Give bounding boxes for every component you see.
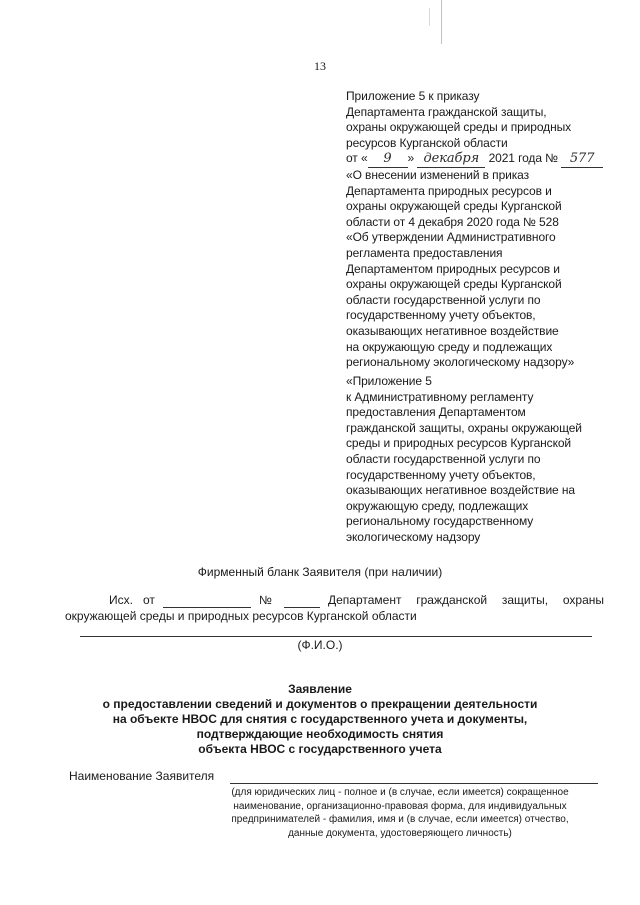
date-month-handwritten: декабря	[417, 151, 485, 168]
annex-line: региональному государственному	[346, 514, 534, 529]
annex-line: экологическому надзору	[346, 529, 481, 544]
applicant-name-label: Наименование Заявителя	[69, 769, 215, 783]
annex-line: среды и природных ресурсов Курганской	[346, 436, 572, 451]
applicant-caption-line: наименование, организационно-правовая форма, для индивидуальных	[233, 800, 567, 812]
annex-line: окружающую среду, подлежащих	[346, 498, 529, 513]
outgoing-number-field[interactable]	[284, 607, 320, 608]
annex-line: «Приложение 5	[346, 374, 432, 388]
application-title-line: объекта НВОС с государственного учета	[198, 742, 442, 756]
application-title-line: на объекте НВОС для снятия с государственного учета и документы,	[112, 712, 528, 726]
appendix-body-line: «Об утверждении Административного	[346, 230, 556, 245]
date-day-handwritten: 9	[368, 151, 408, 168]
application-title-line: подтверждающие необходимость снятия	[196, 727, 444, 741]
appendix-body-line: охраны окружающей среды Курганской	[346, 199, 562, 214]
applicant-caption-line: данные документа, удостоверяющего личность)	[288, 827, 512, 839]
annex-block	[346, 374, 582, 546]
page-number: 13	[314, 59, 326, 73]
recipient-name-field[interactable]	[80, 636, 592, 637]
recipient-line: окружающей среды и природных ресурсов Курганской области	[65, 609, 417, 623]
annex-line: государственному учету объектов,	[346, 467, 536, 482]
outgoing-number-label: №	[259, 593, 272, 607]
application-title-line: Заявление	[288, 682, 352, 696]
date-prefix: от «	[346, 151, 368, 166]
appendix-body-line: области от 4 декабря 2020 года № 528	[346, 214, 559, 229]
application-title-line: о предоставлении сведений и документов о прекращении деятельности	[102, 697, 538, 711]
annex-line: предоставления Департаментом	[346, 405, 526, 420]
appendix-body-line: регламента предоставления	[346, 245, 503, 260]
outgoing-date-field[interactable]	[163, 607, 251, 608]
fio-caption: (Ф.И.О.)	[297, 638, 343, 652]
application-title	[0, 682, 640, 757]
appendix-body-line: Департаментом природных ресурсов и	[346, 261, 560, 276]
annex-line: к Административному регламенту	[346, 389, 534, 404]
appendix-header	[346, 89, 603, 371]
appendix-body-line: области государственной услуги по	[346, 292, 541, 307]
applicant-caption-line: (для юридических лиц - полное и (в случае, если имеется) сокращенное	[231, 787, 569, 798]
appendix-body-line: на окружающую среду и подлежащих	[346, 339, 553, 354]
scan-artifact-line	[429, 8, 430, 26]
appendix-body-line: государственному учету объектов,	[346, 308, 536, 323]
appendix-body-line: оказывающих негативное воздействие	[346, 323, 559, 338]
appendix-header-line: охраны окружающей среды и природных	[346, 120, 572, 135]
applicant-caption	[205, 786, 595, 840]
appendix-body-line: региональному экологическому надзору»	[346, 355, 575, 370]
annex-line: гражданской защиты, охраны окружающей	[346, 420, 582, 435]
appendix-header-line: ресурсов Курганской области	[346, 135, 508, 150]
applicant-name-field[interactable]	[230, 783, 598, 784]
appendix-body-line: «О внесении изменений в приказ	[346, 167, 529, 182]
annex-line: области государственной услуги по	[346, 451, 541, 466]
order-number-handwritten: 577	[561, 151, 603, 168]
letterhead-note: Фирменный бланк Заявителя (при наличии)	[197, 565, 443, 579]
appendix-header-line: Приложение 5 к приказу	[346, 89, 480, 103]
annex-line: оказывающих негативное воздействие на	[346, 483, 575, 498]
date-mid: »	[407, 151, 415, 166]
recipient-line: Департамент гражданской защиты, охраны	[328, 593, 604, 607]
appendix-body-line: охраны окружающей среды Курганской	[346, 277, 562, 292]
applicant-caption-line: предпринимателей - фамилия, имя и (в случае, если имеется) отчество,	[231, 814, 569, 825]
appendix-body-line: Департамента природных ресурсов и	[346, 183, 552, 198]
order-date-line	[346, 151, 603, 168]
scan-artifact-line	[441, 0, 442, 44]
outgoing-ref-label: Исх.	[109, 593, 133, 607]
date-year-text: 2021 года №	[488, 151, 558, 166]
appendix-header-line: Департамента гражданской защиты,	[346, 104, 547, 119]
outgoing-date-label: от	[143, 593, 155, 607]
